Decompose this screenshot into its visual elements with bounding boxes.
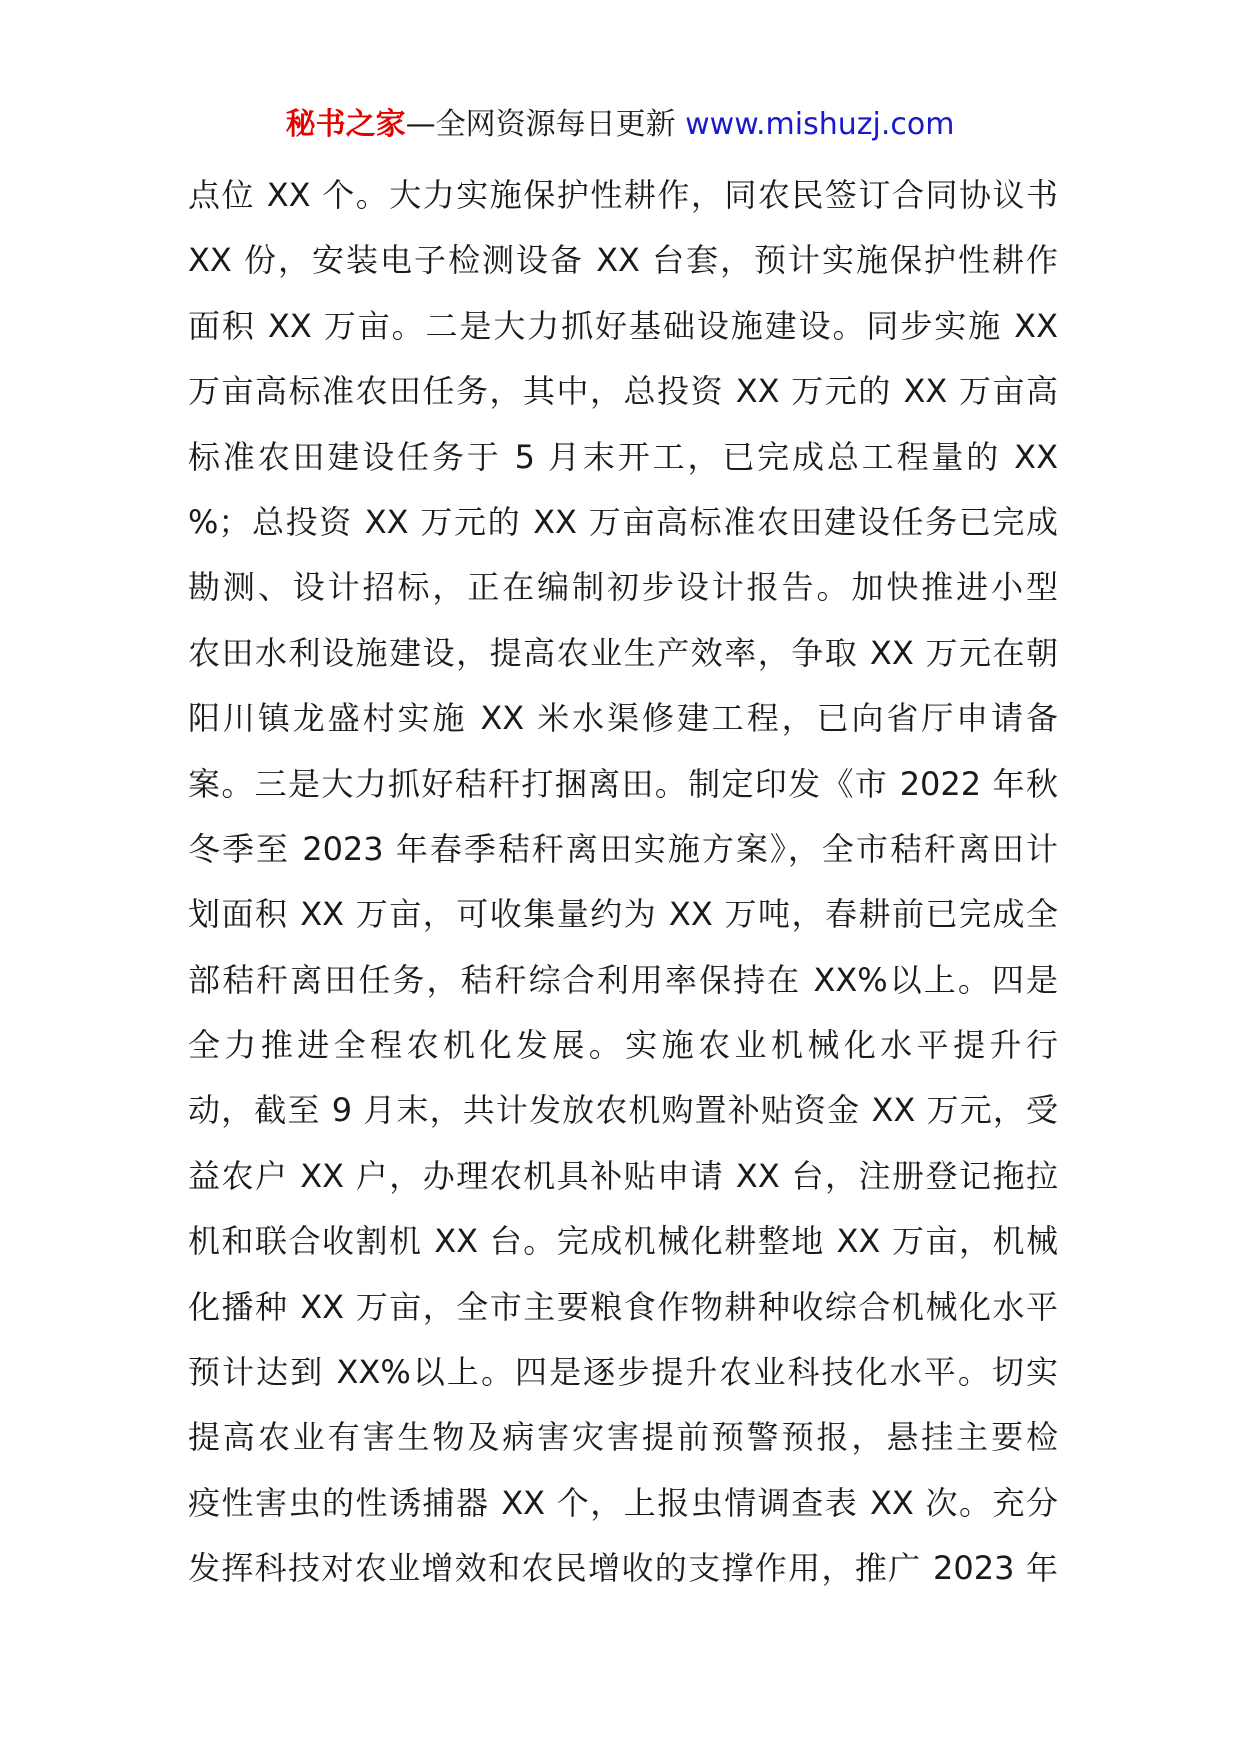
text-line: 部秸秆离田任务，秸秆综合利用率保持在 XX%以上。四是 xyxy=(188,960,1058,999)
text-line: 标准农田建设任务于 5 月末开工，已完成总工程量的 XX xyxy=(188,437,1058,476)
text-line: 化播种 XX 万亩，全市主要粮食作物耕种收综合机械化水平 xyxy=(188,1287,1058,1326)
text-line: 发挥科技对农业增效和农民增收的支撑作用，推广 2023 年 xyxy=(188,1549,1058,1588)
website-link[interactable]: www.mishuzj.com xyxy=(685,107,955,142)
text-line: 提高农业有害生物及病害灾害提前预警预报，悬挂主要检 xyxy=(188,1418,1058,1457)
text-line: XX 份，安装电子检测设备 XX 台套，预计实施保护性耕作 xyxy=(188,241,1058,280)
text-line: 预计达到 XX%以上。四是逐步提升农业科技化水平。切实 xyxy=(188,1353,1058,1392)
text-line: 阳川镇龙盛村实施 XX 米水渠修建工程，已向省厅申请备 xyxy=(188,699,1058,738)
body-text xyxy=(188,163,1058,1602)
text-line: 动，截至 9 月末，共计发放农机购置补贴资金 XX 万元，受 xyxy=(188,1091,1058,1130)
page-header xyxy=(0,100,1240,150)
text-line: 划面积 XX 万亩，可收集量约为 XX 万吨，春耕前已完成全 xyxy=(188,895,1058,934)
text-line: 全力推进全程农机化发展。实施农业机械化水平提升行 xyxy=(188,1026,1058,1065)
brand-name: 秘书之家 xyxy=(285,107,406,142)
text-line: 点位 XX 个。大力实施保护性耕作，同农民签订合同协议书 xyxy=(188,176,1058,214)
text-line: 万亩高标准农田任务，其中，总投资 XX 万元的 XX 万亩高 xyxy=(188,372,1058,411)
header-tagline: —全网资源每日更新 xyxy=(405,107,686,142)
text-line: 农田水利设施建设，提高农业生产效率，争取 XX 万元在朝 xyxy=(188,633,1058,672)
text-line: %；总投资 XX 万元的 XX 万亩高标准农田建设任务已完成 xyxy=(188,502,1058,541)
text-line: 案。三是大力抓好秸秆打捆离田。制定印发《市 2022 年秋 xyxy=(188,764,1058,803)
text-line: 勘测、设计招标，正在编制初步设计报告。加快推进小型 xyxy=(188,568,1058,607)
text-line: 冬季至 2023 年春季秸秆离田实施方案》，全市秸秆离田计 xyxy=(188,829,1058,868)
text-line: 益农户 XX 户，办理农机具补贴申请 XX 台，注册登记拖拉 xyxy=(188,1156,1058,1195)
text-line: 面积 XX 万亩。二是大力抓好基础设施建设。同步实施 XX xyxy=(188,306,1058,345)
text-line: 机和联合收割机 XX 台。完成机械化耕整地 XX 万亩，机械 xyxy=(188,1222,1058,1261)
text-line: 疫性害虫的性诱捕器 XX 个，上报虫情调查表 XX 次。充分 xyxy=(188,1483,1058,1522)
